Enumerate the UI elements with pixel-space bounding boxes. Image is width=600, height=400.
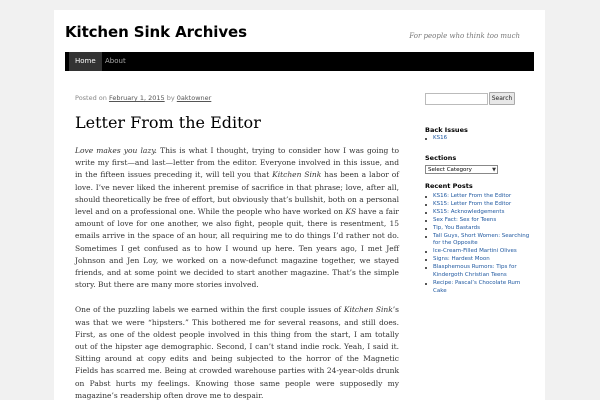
bullet-icon [425, 283, 427, 285]
bullet-icon [425, 204, 427, 206]
bullet-icon [425, 267, 427, 269]
recent-post-link[interactable] [425, 248, 530, 256]
recent-post-label: Tall Guys, Short Women: Searching for the Opposite [433, 232, 530, 247]
recent-post-label: Blasphemous Rumors: Tips for Kindergoth Christian Teens [433, 264, 517, 279]
recent-post-link[interactable] [425, 256, 530, 264]
entry-meta [75, 94, 399, 102]
paragraph-text: have a fair amount of love for one another, we also fight, people quit, there is resentment, 15 emails arrive in the space of an hour, all requiring me to do things I’d rather not do. Sometimes I get confused as to how I wound up here. Ten years ago, I met Jeff Johnson and Jen Loy, we worked on a now-defunct magazine together, we stayed friends, and at some point we decided to start another magazine. That’s the simple story. But there are many more stories involved. [75, 207, 399, 290]
recent-post-link[interactable] [425, 225, 530, 233]
recent-post-link[interactable] [425, 209, 530, 217]
nav-item-about[interactable]: About [105, 57, 126, 65]
italic-text: KS [345, 207, 357, 217]
recent-posts-heading: Recent Posts [425, 182, 473, 190]
post-date-link[interactable]: February 1, 2015 [108, 94, 165, 102]
author-link[interactable]: 0aktowner [176, 94, 212, 102]
meta-by: by [166, 94, 175, 102]
bullet-icon [425, 236, 427, 238]
recent-post-label: Tip, You Bastards [433, 224, 480, 231]
recent-post-link[interactable] [425, 201, 530, 209]
search-button[interactable]: Search [489, 92, 515, 105]
paragraph-text: This is what I thought, trying to consider how I was going to write my first—and last—letter from the editor. Everyone involved in this issue, and in the fifteen issues preceding it, will tell you that [75, 146, 399, 180]
post-title: Letter From the Editor [75, 113, 261, 132]
italic-text: Kitchen Sink [343, 305, 393, 315]
recent-post-label: KS15: Letter From the Editor [433, 200, 512, 207]
sections-selected-value: Select Category [428, 167, 472, 173]
paragraph-text: ’s was that we were “hipsters.” This bothered me for several reasons, and still does. First, as one of the oldest people involved in this thing from the start, I am totally out of the hipster age demographic. Second, I can’t stand indie rock. Yeah, I said it. Sitting around at copy edits and being subjected to the horror of the Magnetic Fields has scarred me. Being at crowded warehouse parties with 24-year-olds drunk on Pabst hurts my feelings. Knowing those same people were supposedly my magazine’s readership often drove me to despair. [75, 305, 399, 400]
page-container [54, 10, 545, 400]
sections-heading: Sections [425, 154, 457, 162]
search-input[interactable] [425, 93, 488, 105]
bullet-icon [425, 220, 427, 222]
bullet-icon [425, 212, 427, 214]
post-paragraph [75, 304, 399, 400]
post-paragraph [75, 145, 399, 291]
recent-post-link[interactable] [425, 193, 530, 201]
bullet-icon [425, 251, 427, 253]
paragraph-text: has been a labor of love. I’ve never liked the inherent premise of sacrifice in that phrase; love, after all, should theoretically be free of effort, but obviously that’s bullshit, both on a personal level and on a professional one. While the people who have worked on [75, 170, 399, 217]
site-title[interactable]: Kitchen Sink Archives [65, 23, 247, 41]
recent-post-link[interactable] [425, 217, 530, 225]
recent-post-label: KS16: Letter From the Editor [433, 193, 512, 199]
recent-post-link[interactable] [425, 280, 530, 296]
bullet-icon [425, 196, 427, 198]
italic-text: Kitchen Sink [272, 170, 322, 180]
post-content [75, 94, 399, 400]
bullet-icon [425, 259, 427, 261]
chevron-down-icon: ▼ [492, 167, 496, 173]
entry-body [75, 145, 399, 400]
recent-post-label: Signs: Hardest Moon [433, 256, 490, 263]
bullet-icon [425, 228, 427, 230]
main-nav [65, 52, 534, 71]
recent-post-link[interactable] [425, 264, 530, 280]
meta-prefix: Posted on [75, 94, 107, 102]
recent-posts-list [425, 193, 530, 296]
sections-select[interactable] [425, 165, 498, 174]
paragraph-text: One of the puzzling labels we earned within the first couple issues of [75, 305, 344, 315]
recent-post-label: Ice-Cream-Filled Martini Olives [433, 248, 517, 255]
recent-post-label: KS15: Acknowledgements [433, 208, 505, 215]
italic-text: Love makes you lazy. [75, 146, 157, 155]
site-description: For people who think too much [409, 32, 520, 40]
back-issues-heading: Back Issues [425, 126, 468, 134]
back-issue-link[interactable]: KS16 [433, 135, 448, 141]
bullet-icon [425, 138, 427, 140]
recent-post-link[interactable] [425, 233, 530, 249]
recent-post-label: Sex Fact: Sex for Teens [433, 216, 497, 223]
nav-item-home[interactable]: Home [69, 52, 102, 71]
recent-post-label: Recipe: Pascal’s Chocolate Rum Cake [433, 279, 521, 294]
